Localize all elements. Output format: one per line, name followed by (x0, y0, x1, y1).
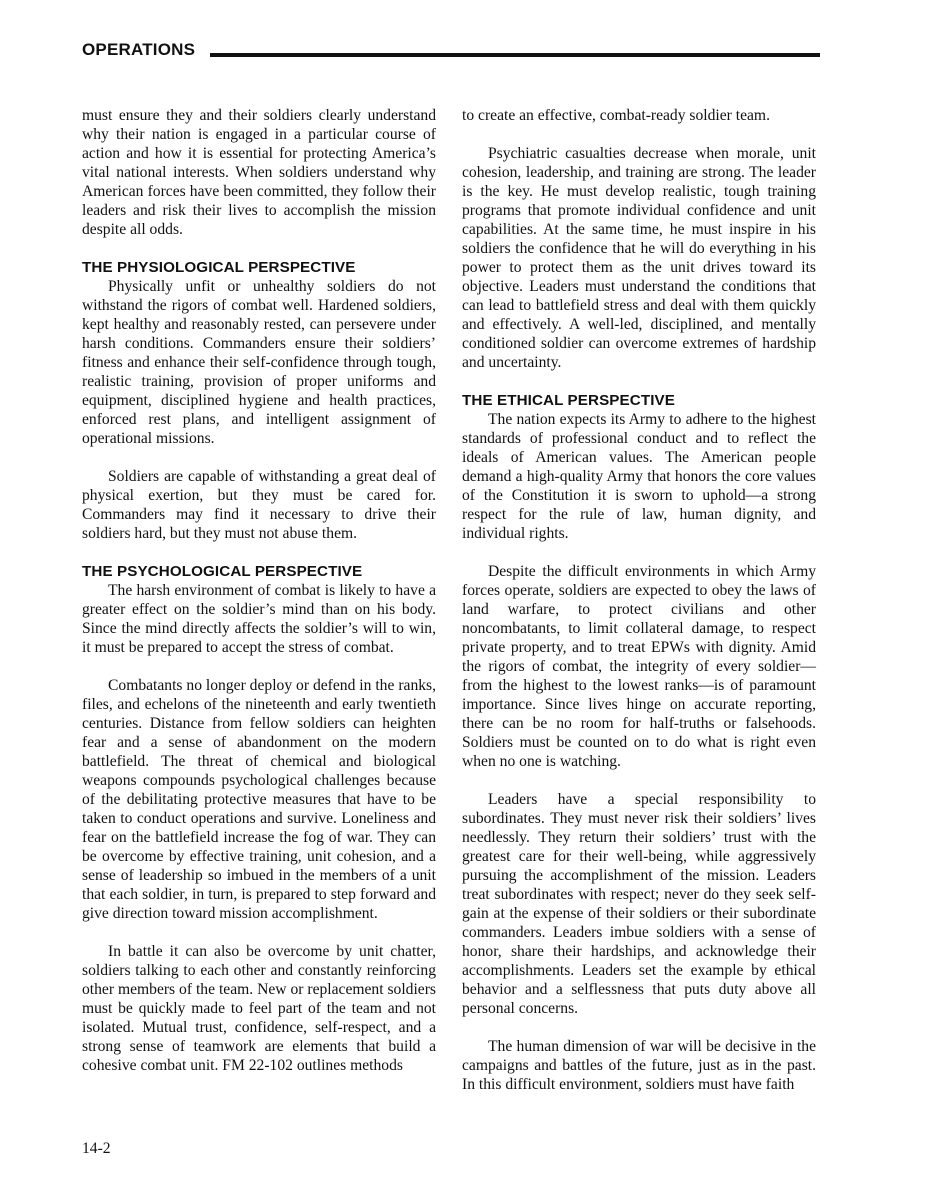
left-column (82, 106, 436, 1094)
continuation-paragraph: to create an effective, combat-ready soldier team. (462, 107, 770, 124)
physiological-paragraph-1: Physically unfit or unhealthy soldiers do not withstand the rigors of combat well. Hardened soldiers, kept healthy and reasonably rested, can persevere under harsh conditions. Commanders ensure their soldiers’ fitness and enhance their self-confidence through tough, realistic training, provision of proper uniforms and equipment, disciplined hygiene and health practices, enforced rest plans, and intelligent assignment of operational missions. (82, 278, 436, 447)
intro-paragraph: must ensure they and their soldiers clearly understand why their nation is engaged in a particular course of action and how it is essential for protecting America’s vital national interests. When soldiers understand why American forces have been committed, they follow their leaders and risk their lives to accomplish the mission despite all odds. (82, 107, 436, 238)
psychological-paragraph-2: Combatants no longer deploy or defend in the ranks, files, and echelons of the nineteenth and early twentieth centuries. Distance from fellow soldiers can heighten fear and a sense of abandonment on the modern battlefield. The threat of chemical and biological weapons compounds psychological challenges because of the debilitating protective measures that have to be taken to conduct operations and survive. Loneliness and fear on the battlefield increase the fog of war. They can be overcome by effective training, unit cohesion, and a sense of leadership so imbued in the members of a unit that each soldier, in turn, is prepared to step forward and give direction toward mission accomplishment. (82, 677, 436, 922)
psychological-heading: THE PSYCHOLOGICAL PERSPECTIVE (82, 563, 363, 580)
physiological-paragraph-2: Soldiers are capable of withstanding a great deal of physical exertion, but they must be cared for. Commanders may find it necessary to drive their soldiers hard, but they must not abuse them. (82, 468, 436, 542)
ethical-heading: THE ETHICAL PERSPECTIVE (462, 392, 675, 409)
page-number: 14-2 (82, 1140, 111, 1157)
right-column (462, 106, 816, 1113)
header-rule (210, 53, 820, 57)
ethical-paragraph-4: The human dimension of war will be decisive in the campaigns and battles of the future, just as in the past. In this difficult environment, soldiers must have faith (462, 1038, 816, 1093)
physiological-heading: THE PHYSIOLOGICAL PERSPECTIVE (82, 259, 356, 276)
psychological-paragraph-3: In battle it can also be overcome by unit chatter, soldiers talking to each other and constantly reinforcing other members of the team. New or replacement soldiers must be quickly made to feel part of the team and not isolated. Mutual trust, confidence, self-respect, and a strong sense of teamwork are elements that build a cohesive combat unit. FM 22-102 outlines methods (82, 943, 436, 1074)
running-header (82, 40, 820, 64)
ethical-paragraph-2: Despite the difficult environments in which Army forces operate, soldiers are expected to obey the laws of land warfare, to protect civilians and other noncombatants, to limit collateral damage, to respect private property, and to treat EPWs with dignity. Amid the rigors of combat, the integrity of every soldier—from the highest to the lowest ranks—is of paramount importance. Since lives hinge on accurate reporting, there can be no room for half-truths or falsehoods. Soldiers must be counted on to do what is right even when no one is watching. (462, 563, 816, 770)
psychological-paragraph-4: Psychiatric casualties decrease when morale, unit cohesion, leadership, and training are strong. The leader is the key. He must develop realistic, tough training programs that promote individual confidence and unit capabilities. At the same time, he must inspire in his soldiers the confidence that he will do everything in his power to protect them as the unit drives toward its objective. Leaders must understand the conditions that can lead to battlefield stress and deal with them quickly and effectively. A well-led, disciplined, and mentally conditioned soldier can overcome extremes of hardship and uncertainty. (462, 145, 816, 371)
chapter-title: OPERATIONS (82, 40, 196, 59)
ethical-paragraph-3: Leaders have a special responsibility to subordinates. They must never risk their soldiers’ lives needlessly. They return their soldiers’ trust with the greatest care for their well-being, while aggressively pursuing the accomplishment of the mission. Leaders treat subordinates with respect; never do they seek self-gain at the expense of their soldiers or their subordinate commanders. Leaders imbue soldiers with a sense of honor, share their hardships, and acknowledge their accomplishments. Leaders set the example by ethical behavior and a selflessness that puts duty above all personal concerns. (462, 791, 816, 1017)
psychological-paragraph-1: The harsh environment of combat is likely to have a greater effect on the soldier’s mind than on his body. Since the mind directly affects the soldier’s will to win, it must be prepared to accept the stress of combat. (82, 582, 436, 656)
ethical-paragraph-1: The nation expects its Army to adhere to the highest standards of professional conduct and to reflect the ideals of American values. The American people demand a high-quality Army that honors the core values of the Constitution it is sworn to uphold—a strong respect for the rule of law, human dignity, and individual rights. (462, 411, 816, 542)
